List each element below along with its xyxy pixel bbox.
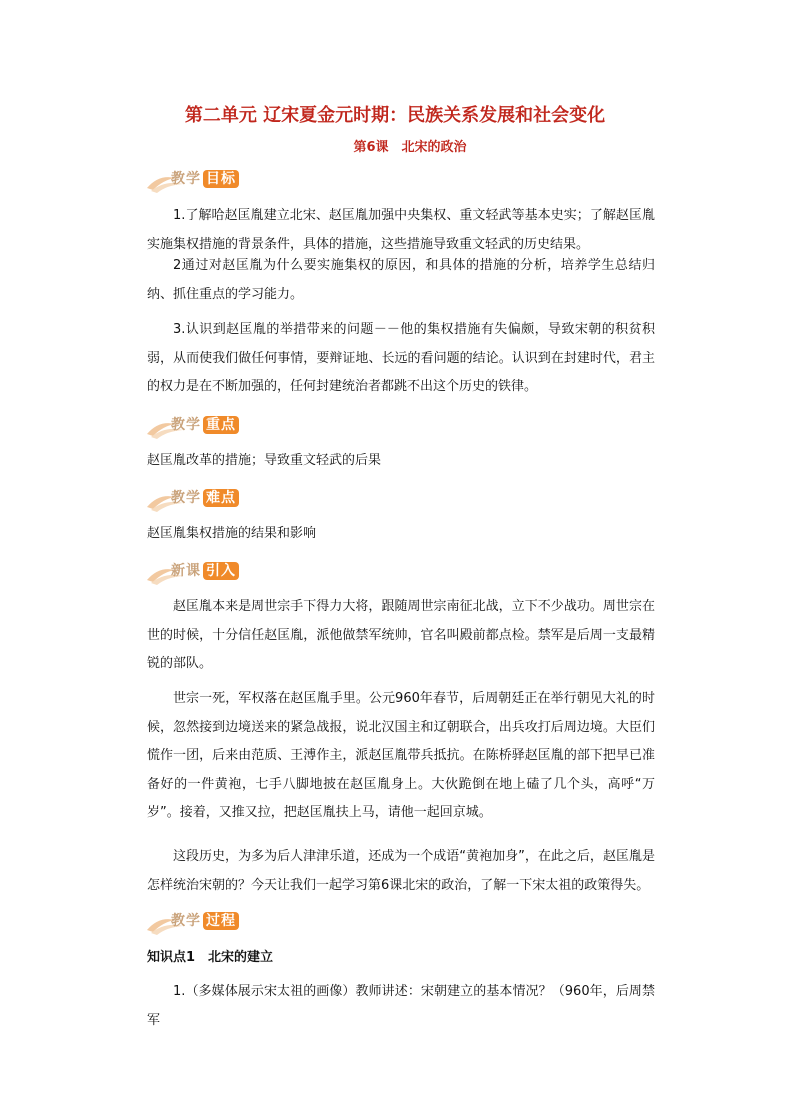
lesson-title: 第6课 北宋的政治	[353, 140, 467, 155]
process-item-1: 1.（多媒体展示宋太祖的画像）教师讲述：宋朝建立的基本情况？（960年，后周禁军	[147, 984, 655, 1028]
unit-title: 第二单元 辽宋夏金元时期：民族关系发展和社会变化	[184, 105, 606, 126]
banner-label-a: 教学	[171, 913, 201, 929]
banner-label-a: 教学	[171, 171, 201, 187]
banner-label-b: 目标	[203, 170, 239, 188]
banner-label-b: 重点	[203, 416, 239, 434]
objective-item-1: 1.了解哈赵匡胤建立北宋、赵匡胤加强中央集权、重文轻武等基本史实；了解赵匡胤实施集权措施的背景条件，具体的措施，这些措施导致重文轻武的历史结果。	[147, 208, 655, 252]
objective-item-2: 2通过对赵匡胤为什么要实施集权的原因，和具体的措施的分析，培养学生总结归纳、抓住重点的学习能力。	[147, 258, 655, 302]
key-points-banner	[145, 410, 255, 440]
key-points-text: 赵匡胤改革的措施；导致重文轻武的后果	[147, 453, 382, 468]
difficulties-text: 赵匡胤集权措施的结果和影响	[147, 526, 317, 541]
banner-label-b: 过程	[203, 912, 239, 930]
banner-label-a: 新课	[171, 563, 201, 579]
intro-paragraph-3: 这段历史，为多为后人津津乐道，还成为一个成语“黄袍加身”，在此之后，赵匡胤是怎样统治宋朝的？今天让我们一起学习第6课北宋的政治，了解一下宋太祖的政策得失。	[147, 849, 655, 893]
intro-paragraph-1: 赵匡胤本来是周世宗手下得力大将，跟随周世宗南征北战，立下不少战功。周世宗在世的时候，十分信任赵匡胤，派他做禁军统帅，官名叫殿前都点检。禁军是后周一支最精锐的部队。	[147, 599, 655, 671]
objectives-banner	[145, 164, 255, 194]
intro-paragraph-2: 世宗一死，军权落在赵匡胤手里。公元960年春节，后周朝廷正在举行朝见大礼的时候，忽然接到边境送来的紧急战报，说北汉国主和辽朝联合，出兵攻打后周边境。大臣们慌作一团，后来由范质、王溥作主，派赵匡胤带兵抵抗。在陈桥驿赵匡胤的部下把早已准备好的一件黄袍，七手八脚地披在赵匡胤身上。大伙跪倒在地上磕了几个头，高呼“万岁”。接着，又推又拉，把赵匡胤扶上马，请他一起回京城。	[147, 691, 655, 820]
banner-label-a: 教学	[171, 490, 201, 506]
knowledge-point-heading: 知识点1 北宋的建立	[147, 950, 274, 965]
objective-item-3: 3.认识到赵匡胤的举措带来的问题－－他的集权措施有失偏颇，导致宋朝的积贫积弱，从而使我们做任何事情，要辩证地、长远的看问题的结论。认识到在封建时代，君主的权力是在不断加强的，任何封建统治者都跳不出这个历史的铁律。	[147, 322, 655, 394]
difficulties-banner	[145, 483, 255, 513]
process-banner	[145, 906, 255, 936]
banner-label-a: 教学	[171, 417, 201, 433]
banner-label-b: 引入	[203, 562, 239, 580]
banner-label-b: 难点	[203, 489, 239, 507]
introduction-banner	[145, 556, 255, 586]
